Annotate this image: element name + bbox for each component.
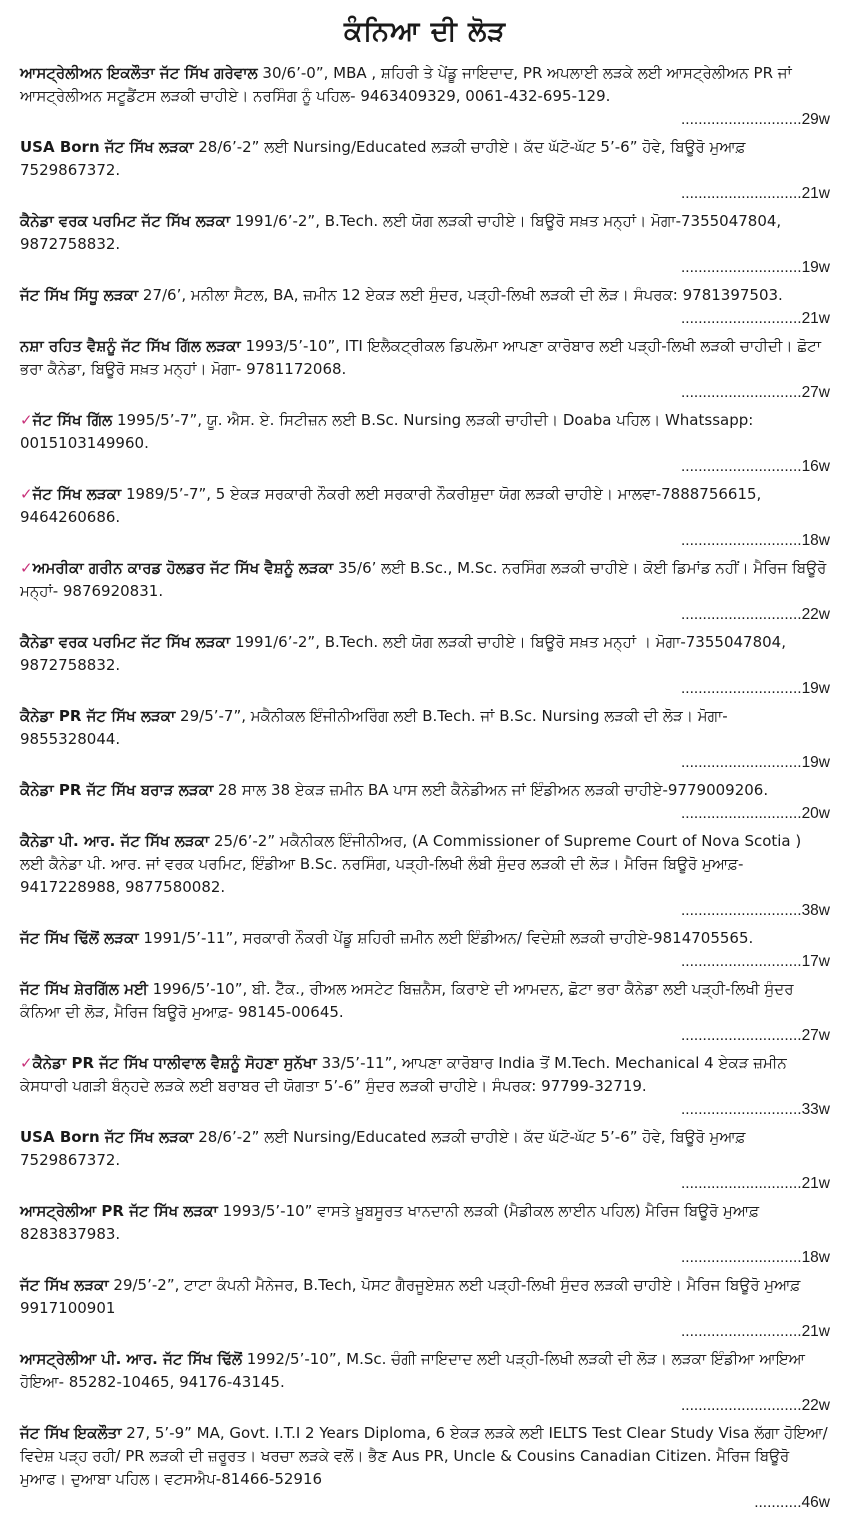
classified-ad bbox=[20, 631, 830, 701]
ad-text bbox=[20, 830, 830, 899]
ad-body: 28 ਸਾਲ 38 ਏਕੜ ਜ਼ਮੀਨ BA ਪਾਸ ਲਈ ਕੈਨੇਡੀਅਨ ਜਾਂ ਇੰਡੀਅਨ ਲੜਕੀ ਚਾਹੀਏ-9779009206. bbox=[213, 781, 769, 799]
classified-ad bbox=[20, 1348, 830, 1418]
ad-lead: ਜੱਟ ਸਿੱਖ ਗਿੱਲ bbox=[32, 411, 113, 429]
ad-reference-code: ...........46w bbox=[748, 1491, 830, 1515]
ad-lead: ਆਸਟ੍ਰੇਲੀਆ PR ਜੱਟ ਸਿੱਖ ਲੜਕਾ bbox=[20, 1202, 218, 1220]
ad-reference-code: ............................27w bbox=[675, 381, 830, 405]
ad-body: 1991/5’-11”, ਸਰਕਾਰੀ ਨੌਕਰੀ ਪੇਂਡੂ ਸ਼ਹਿਰੀ ਜ਼ਮੀਨ ਲਈ ਇੰਡੀਅਨ/ ਵਿਦੇਸ਼ੀ ਲੜਕੀ ਚਾਹੀਏ-9814705565. bbox=[138, 929, 754, 947]
ad-body: 1989/5’-7”, 5 ਏਕੜ ਸਰਕਾਰੀ ਨੌਕਰੀ ਲਈ ਸਰਕਾਰੀ ਨੌਕਰੀਸ਼ੁਦਾ ਯੋਗ ਲੜਕੀ ਚਾਹੀਏ। ਮਾਲਵਾ-7888756615, 9464260686. bbox=[20, 485, 762, 526]
ad-text bbox=[20, 779, 830, 802]
ad-body: 27/6’, ਮਨੀਲਾ ਸੈਟਲ, BA, ਜ਼ਮੀਨ 12 ਏਕੜ ਲਈ ਸੁੰਦਰ, ਪੜ੍ਹੀ-ਲਿਖੀ ਲੜਕੀ ਦੀ ਲੋੜ। ਸੰਪਰਕ: 9781397503. bbox=[138, 286, 783, 304]
ad-reference-code: ............................19w bbox=[675, 751, 830, 775]
ad-body: 29/5’-2”, ਟਾਟਾ ਕੰਪਨੀ ਮੈਨੇਜਰ, B.Tech, ਪੋਸਟ ਗੈਰਜੂਏਸ਼ਨ ਲਈ ਪੜ੍ਹੀ-ਲਿਖੀ ਸੁੰਦਰ ਲੜਕੀ ਚਾਹੀਏ। ਮੈਰਿਜ ਬਿਊਰੋ ਮੁਆਫ਼ 9917100901 bbox=[20, 1276, 801, 1317]
ad-body: 1992/5’-10”, M.Sc. ਚੰਗੀ ਜਾਇਦਾਦ ਲਈ ਪੜ੍ਹੀ-ਲਿਖੀ ਲੜਕੀ ਦੀ ਲੋੜ। ਲੜਕਾ ਇੰਡੀਆ ਆਇਆ ਹੋਇਆ- 85282-10465, 94176-43145. bbox=[20, 1350, 805, 1391]
ad-text bbox=[20, 927, 830, 950]
ad-text bbox=[20, 1422, 830, 1491]
ad-reference-code: ............................21w bbox=[675, 1172, 830, 1196]
classified-ad bbox=[20, 62, 830, 132]
ad-lead: ਜੱਟ ਸਿੱਖ ਲੜਕਾ bbox=[32, 485, 122, 503]
classified-ad bbox=[20, 409, 830, 479]
classified-ad bbox=[20, 210, 830, 280]
ad-reference-code: ............................16w bbox=[675, 455, 830, 479]
classified-ad bbox=[20, 779, 830, 826]
ad-text bbox=[20, 1200, 830, 1246]
ad-lead: ਜੱਟ ਸਿੱਖ ਢਿੱਲੋਂ ਲੜਕਾ bbox=[20, 929, 139, 947]
classified-ad bbox=[20, 927, 830, 974]
ad-body: 30/6’-0”, MBA , ਸ਼ਹਿਰੀ ਤੇ ਪੇਂਡੂ ਜਾਇਦਾਦ, PR ਅਪਲਾਈ ਲੜਕੇ ਲਈ ਆਸਟ੍ਰੇਲੀਅਨ PR ਜਾਂ ਆਸਟ੍ਰੇਲੀਅਨ ਸਟੂਡੈਂਟਸ ਲੜਕੀ ਚਾਹੀਏ। ਨਰਸਿੰਗ ਨੂੰ ਪਹਿਲ- 9463409329, 0061-432-695-129. bbox=[20, 64, 792, 105]
ad-lead: ਨਸ਼ਾ ਰਹਿਤ ਵੈਸ਼ਨੂੰ ਜੱਟ ਸਿੱਖ ਗਿੱਲ ਲੜਕਾ bbox=[20, 337, 241, 355]
ad-body: 1993/5’-10” ਵਾਸਤੇ ਖ਼ੂਬਸੂਰਤ ਖਾਨਦਾਨੀ ਲੜਕੀ (ਮੈਡੀਕਲ ਲਾਈਨ ਪਹਿਲ) ਮੈਰਿਜ ਬਿਊਰੋ ਮੁਆਫ਼ 8283837983. bbox=[20, 1202, 760, 1243]
ad-text bbox=[20, 978, 830, 1024]
ad-text bbox=[20, 1348, 830, 1394]
ad-text bbox=[20, 136, 830, 182]
ad-lead: ਕੈਨੇਡਾ ਪੀ. ਆਰ. ਜੱਟ ਸਿੱਖ ਲੜਕਾ bbox=[20, 832, 210, 850]
classified-ad bbox=[20, 1422, 830, 1515]
classified-ad bbox=[20, 284, 830, 331]
ad-body: 1991/6’-2”, B.Tech. ਲਈ ਯੋਗ ਲੜਕੀ ਚਾਹੀਏ। ਬਿਊਰੋ ਸਖ਼ਤ ਮਨ੍ਹਾਂ । ਮੋਗਾ-7355047804, 9872758832. bbox=[20, 633, 786, 674]
ad-text bbox=[20, 335, 830, 381]
ad-text bbox=[20, 1274, 830, 1320]
ad-text bbox=[20, 62, 830, 108]
ad-body: 27, 5’-9” MA, Govt. I.T.I 2 Years Diploma, 6 ਏਕੜ ਲੜਕੇ ਲਈ IELTS Test Clear Study Visa ਲੱਗਾ ਹੋਇਆ/ਵਿਦੇਸ਼ ਪੜ੍ਹ ਰਹੀ/ PR ਲੜਕੀ ਦੀ ਜ਼ਰੂਰਤ। ਖਰਚਾ ਲੜਕੇ ਵਲੋਂ। ਭੈਣ Aus PR, Uncle & Cousins Canadian Citizen. ਮੈਰਿਜ ਬਿਊਰੋ ਮੁਆਫ। ਦੁਆਬਾ ਪਹਿਲ। ਵਟਸਐਪ-81466-52916 bbox=[20, 1424, 828, 1488]
ad-reference-code: ............................33w bbox=[675, 1098, 830, 1122]
ad-body: 35/6’ ਲਈ B.Sc., M.Sc. ਨਰਸਿੰਗ ਲੜਕੀ ਚਾਹੀਏ। ਕੋਈ ਡਿਮਾਂਡ ਨਹੀਂ। ਮੈਰਿਜ ਬਿਊਰੋ ਮਨ੍ਹਾਂ- 9876920831. bbox=[20, 559, 827, 600]
ad-reference-code: ............................20w bbox=[675, 802, 830, 826]
ad-reference-code: ............................19w bbox=[675, 677, 830, 701]
ad-lead: ਜੱਟ ਸਿੱਖ ਲੜਕਾ bbox=[20, 1276, 109, 1294]
ad-body: 29/5’-7”, ਮਕੈਨੀਕਲ ਇੰਜੀਨੀਅਰਿੰਗ ਲਈ B.Tech. ਜਾਂ B.Sc. Nursing ਲੜਕੀ ਦੀ ਲੋੜ। ਮੋਗਾ- 9855328044. bbox=[20, 707, 728, 748]
ad-lead: USA Born ਜੱਟ ਸਿੱਖ ਲੜਕਾ bbox=[20, 138, 194, 156]
ad-text bbox=[20, 705, 830, 751]
classified-ad bbox=[20, 557, 830, 627]
ad-lead: ਕੈਨੇਡਾ PR ਜੱਟ ਸਿੱਖ ਲੜਕਾ bbox=[20, 707, 176, 725]
checkmark-icon: ✓ bbox=[20, 485, 33, 503]
ad-body: 1991/6’-2”, B.Tech. ਲਈ ਯੋਗ ਲੜਕੀ ਚਾਹੀਏ। ਬਿਊਰੋ ਸਖ਼ਤ ਮਨ੍ਹਾਂ। ਮੋਗਾ-7355047804, 9872758832. bbox=[20, 212, 782, 253]
ad-text bbox=[20, 1126, 830, 1172]
classified-ad bbox=[20, 705, 830, 775]
checkmark-icon: ✓ bbox=[20, 411, 33, 429]
ad-reference-code: ............................22w bbox=[675, 1394, 830, 1418]
ad-reference-code: ............................18w bbox=[675, 529, 830, 553]
ad-reference-code: ............................21w bbox=[675, 307, 830, 331]
classified-ad bbox=[20, 1200, 830, 1270]
classified-ad bbox=[20, 1274, 830, 1344]
classified-ad bbox=[20, 978, 830, 1048]
ad-body: 1993/5’-10”, ITI ਇਲੈਕਟ੍ਰੀਕਲ ਡਿਪਲੋਮਾ ਆਪਣਾ ਕਾਰੋਬਾਰ ਲਈ ਪੜ੍ਹੀ-ਲਿਖੀ ਲੜਕੀ ਚਾਹੀਦੀ। ਛੋਟਾ ਭਰਾ ਕੈਨੇਡਾ, ਬਿਊਰੋ ਸਖ਼ਤ ਮਨ੍ਹਾਂ। ਮੋਗਾ- 9781172068. bbox=[20, 337, 822, 378]
ad-reference-code: ............................21w bbox=[675, 182, 830, 206]
ad-text bbox=[20, 557, 830, 603]
ad-reference-code: ............................22w bbox=[675, 603, 830, 627]
ad-reference-code: ............................19w bbox=[675, 256, 830, 280]
ad-body: 25/6’-2” ਮਕੈਨੀਕਲ ਇੰਜੀਨੀਅਰ, (A Commissioner of Supreme Court of Nova Scotia ) ਲਈ ਕੈਨੇਡਾ ਪੀ. ਆਰ. ਜਾਂ ਵਰਕ ਪਰਮਿਟ, ਇੰਡੀਆ B.Sc. ਨਰਸਿੰਗ, ਪੜ੍ਹੀ-ਲਿਖੀ ਲੰਬੀ ਸੁੰਦਰ ਲੜਕੀ ਦੀ ਲੋੜ। ਮੈਰਿਜ ਬਿਊਰੋ ਮੁਆਫ਼- 9417228988, 9877580082. bbox=[20, 832, 802, 896]
ad-body: 33/5’-11”, ਆਪਣਾ ਕਾਰੋਬਾਰ India ਤੋਂ M.Tech. Mechanical 4 ਏਕੜ ਜ਼ਮੀਨ ਕੇਸਧਾਰੀ ਪਗੜੀ ਬੰਨ੍ਹਦੇ ਲੜਕੇ ਲਈ ਬਰਾਬਰ ਦੀ ਯੋਗਤਾ 5’-6” ਸੁੰਦਰ ਲੜਕੀ ਚਾਹੀਏ। ਸੰਪਰਕ: 97799-32719. bbox=[20, 1054, 787, 1095]
ad-lead: ਜੱਟ ਸਿੱਖ ਸ਼ੇਰਗਿੱਲ ਮਈ bbox=[20, 980, 148, 998]
ad-reference-code: ............................27w bbox=[675, 1024, 830, 1048]
ad-reference-code: ............................21w bbox=[675, 1320, 830, 1344]
ads-list bbox=[20, 62, 830, 1515]
ad-reference-code: ............................17w bbox=[675, 950, 830, 974]
ad-lead: ਅਮਰੀਕਾ ਗਰੀਨ ਕਾਰਡ ਹੋਲਡਰ ਜੱਟ ਸਿੱਖ ਵੈਸ਼ਨੂੰ ਲੜਕਾ bbox=[32, 559, 334, 577]
ad-body: 1996/5’-10”, ਬੀ. ਟੈੱਕ., ਰੀਅਲ ਅਸਟੇਟ ਬਿਜ਼ਨੈਸ, ਕਿਰਾਏ ਦੀ ਆਮਦਨ, ਛੋਟਾ ਭਰਾ ਕੈਨੇਡਾ ਲਈ ਪੜ੍ਹੀ-ਲਿਖੀ ਸੁੰਦਰ ਕੰਨਿਆ ਦੀ ਲੋੜ, ਮੈਰਿਜ ਬਿਊਰੋ ਮੁਆਫ਼- 98145-00645. bbox=[20, 980, 794, 1021]
classified-ad bbox=[20, 1052, 830, 1122]
ad-text bbox=[20, 483, 830, 529]
ad-reference-code: ............................29w bbox=[675, 108, 830, 132]
classified-ad bbox=[20, 335, 830, 405]
ad-lead: ਕੈਨੇਡਾ PR ਜੱਟ ਸਿੱਖ ਬਰਾੜ ਲੜਕਾ bbox=[20, 781, 214, 799]
ad-text bbox=[20, 210, 830, 256]
classified-ad bbox=[20, 136, 830, 206]
ad-lead: USA Born ਜੱਟ ਸਿੱਖ ਲੜਕਾ bbox=[20, 1128, 194, 1146]
ad-lead: ਆਸਟ੍ਰੇਲੀਅਨ ਇਕਲੌਤਾ ਜੱਟ ਸਿੱਖ ਗਰੇਵਾਲ bbox=[20, 64, 258, 82]
ad-lead: ਜੱਟ ਸਿੱਖ ਇਕਲੌਤਾ bbox=[20, 1424, 122, 1442]
ad-lead: ਆਸਟ੍ਰੇਲੀਆ ਪੀ. ਆਰ. ਜੱਟ ਸਿੱਖ ਢਿੱਲੋਂ bbox=[20, 1350, 243, 1368]
checkmark-icon: ✓ bbox=[20, 1054, 33, 1072]
ad-reference-code: ............................38w bbox=[675, 899, 830, 923]
ad-text bbox=[20, 1052, 830, 1098]
ad-lead: ਕੈਨੇਡਾ PR ਜੱਟ ਸਿੱਖ ਧਾਲੀਵਾਲ ਵੈਸ਼ਨੂੰ ਸੋਹਣਾ ਸੁਨੱਖਾ bbox=[32, 1054, 317, 1072]
ad-body: 1995/5’-7”, ਯੂ. ਐਸ. ਏ. ਸਿਟੀਜ਼ਨ ਲਈ B.Sc. Nursing ਲੜਕੀ ਚਾਹੀਦੀ। Doaba ਪਹਿਲ। Whatssapp: 0015103149960. bbox=[20, 411, 754, 452]
ad-body: 28/6’-2” ਲਈ Nursing/Educated ਲੜਕੀ ਚਾਹੀਏ। ਕੱਦ ਘੱਟੋ-ਘੱਟ 5’-6” ਹੋਵੇ, ਬਿਊਰੋ ਮੁਆਫ਼ 7529867372. bbox=[20, 1128, 746, 1169]
ad-reference-code: ............................18w bbox=[675, 1246, 830, 1270]
classified-ad bbox=[20, 830, 830, 923]
ad-lead: ਜੱਟ ਸਿੱਖ ਸਿੱਧੂ ਲੜਕਾ bbox=[20, 286, 139, 304]
ad-body: 28/6’-2” ਲਈ Nursing/Educated ਲੜਕੀ ਚਾਹੀਏ। ਕੱਦ ਘੱਟੋ-ਘੱਟ 5’-6” ਹੋਵੇ, ਬਿਊਰੋ ਮੁਆਫ਼ 7529867372. bbox=[20, 138, 746, 179]
ad-lead: ਕੈਨੇਡਾ ਵਰਕ ਪਰਮਿਟ ਜੱਟ ਸਿੱਖ ਲੜਕਾ bbox=[20, 633, 231, 651]
classified-ad bbox=[20, 483, 830, 553]
ad-text bbox=[20, 631, 830, 677]
ad-lead: ਕੈਨੇਡਾ ਵਰਕ ਪਰਮਿਟ ਜੱਟ ਸਿੱਖ ਲੜਕਾ bbox=[20, 212, 231, 230]
page-title: ਕੰਨਿਆ ਦੀ ਲੋੜ bbox=[343, 16, 507, 47]
ad-text bbox=[20, 284, 830, 307]
ad-text bbox=[20, 409, 830, 455]
checkmark-icon: ✓ bbox=[20, 559, 33, 577]
classified-ad bbox=[20, 1126, 830, 1196]
